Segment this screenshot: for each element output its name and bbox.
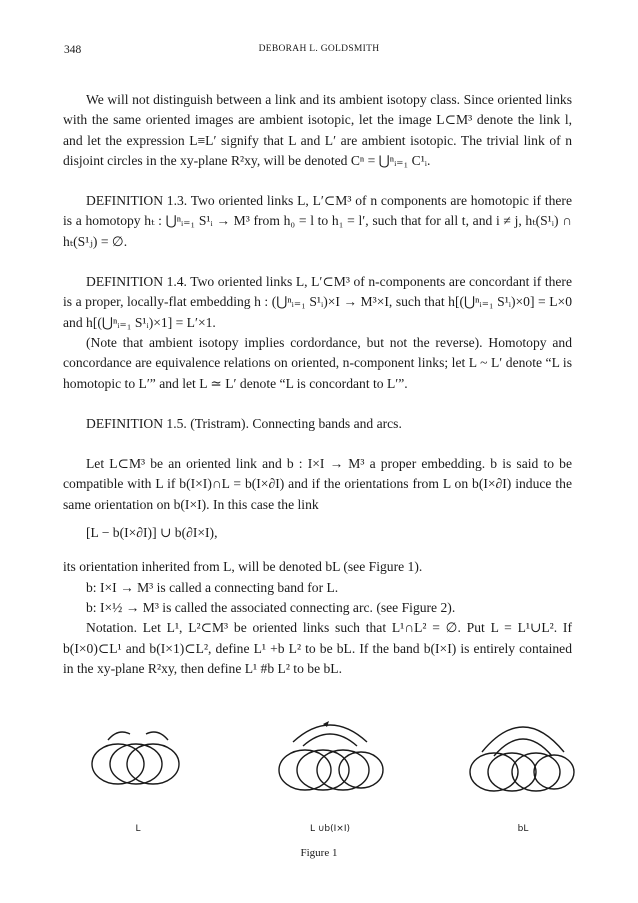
display-formula: [L − b(I×∂I)] ∪ b(∂I×I), <box>86 525 218 541</box>
caption-l-union-band: L ∪b(I×I) <box>309 824 351 834</box>
paragraph-note: (Note that ambient isotopy implies cordordance, but not the reverse). Homotopy and concordance are equivalence relations on oriented, n-component links; let L ~ L′ denote “L is homotopic to L′” and let L ≃ L′ denote “L is concordant to L′”. <box>63 334 572 391</box>
caption-l: L <box>135 824 141 834</box>
definition-1-5: DEFINITION 1.5. (Tristram). Connecting bands and arcs. <box>86 415 402 431</box>
link-diagram-with-band <box>265 712 395 812</box>
definition-1-4: DEFINITION 1.4. Two oriented links L, L′⊂M³ of n-components are concordant if there is a proper, locally-flat embedding h : (⋃ⁿᵢ₌₁ S¹ᵢ)×I → M³×I, such that h[(⋃ⁿᵢ₌₁ S¹ᵢ)×0] = L×0 and h[(⋃ⁿᵢ₌₁ S¹ᵢ)×1] = L′×1. <box>63 274 572 330</box>
page-number: 348 <box>64 44 82 56</box>
figure-1-diagrams <box>60 712 590 834</box>
definition-1-3: DEFINITION 1.3. Two oriented links L, L′⊂M³ of n components are homotopic if there is a homotopy hₜ : ⋃ⁿᵢ₌₁ S¹ᵢ → M³ from h₀ = l to h₁ = l′, such that for all t, and i ≠ j, hₜ(S¹ᵢ) ∩ hₜ(S¹ⱼ) = ∅. <box>63 193 572 249</box>
paragraph-orientation: its orientation inherited from L, will be denoted bL (see Figure 1). <box>63 559 423 575</box>
caption-bl: bL <box>517 824 529 834</box>
paragraph-band: Let L⊂M³ be an oriented link and b : I×I → M³ a proper embedding. b is said to be compatible with L if b(I×I)∩L = b(I×∂I) and if the orientations from L on b(I×∂I) induce the same orientation on b(I×I). In this case the link <box>63 456 572 512</box>
figure-label: Figure 1 <box>300 847 338 859</box>
link-diagram-bl <box>458 712 588 812</box>
body-text <box>63 90 572 679</box>
line-connecting-band: b: I×I → M³ is called a connecting band for L. <box>86 579 339 595</box>
running-header-author: DEBORAH L. GOLDSMITH <box>258 44 380 54</box>
link-diagram-l <box>78 712 198 802</box>
paragraph-notation: Notation. Let L¹, L²⊂M³ be oriented links such that L¹∩L² = ∅. Put L = L¹∪L². If b(I×0)⊂L¹ and b(I×1)⊂L², define L¹ +b L² to be bL. If the band b(I×I) is entirely contained in the xy-plane R²xy, then define L¹ #b L² to be bL. <box>63 620 572 676</box>
paragraph-intro: We will not distinguish between a link and its ambient isotopy class. Since oriented links with the same oriented images are ambient isotopic, let the image L⊂M³ denote the link l, and let the expression L≡L′ signify that L and L′ are ambient isotopic. The trivial link of n disjoint circles in the xy-plane R²xy, will be denoted Cⁿ = ⋃ⁿᵢ₌₁ C¹ᵢ. <box>63 92 572 168</box>
line-connecting-arc: b: I×½ → M³ is called the associated connecting arc. (see Figure 2). <box>86 599 456 615</box>
